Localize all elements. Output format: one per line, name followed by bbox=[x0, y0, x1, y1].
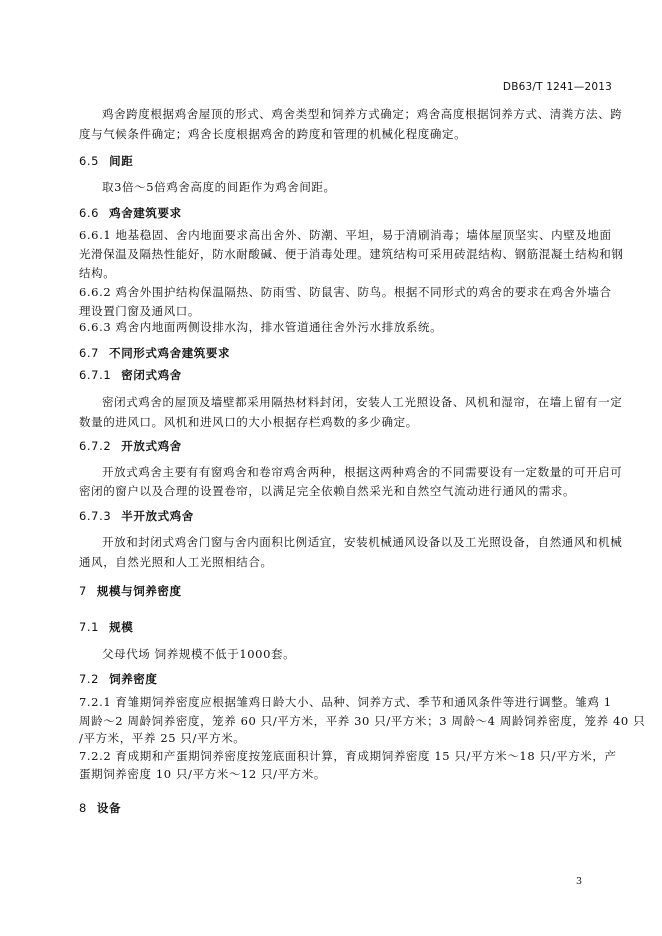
paragraph-line: 开放式鸡舍主要有有窗鸡舍和卷帘鸡舍两种，根据这两种鸡舍的不同需要设有一定数量的可开启可 bbox=[102, 465, 623, 479]
clause-line: 7.2.2 育成期和产蛋期饲养密度按笼底面积计算，育成期饲养密度 15 只/平方米～18 只/平方米，产 bbox=[79, 749, 617, 763]
clause-line: /平方米，平养 25 只/平方米。 bbox=[79, 731, 246, 745]
paragraph-line: 父母代场 饲养规模不低于1000套。 bbox=[102, 647, 296, 661]
page-number: 3 bbox=[575, 876, 582, 887]
standard-code-header: DB63/T 1241—2013 bbox=[502, 81, 612, 93]
section-title: 鸡舍建筑要求 bbox=[109, 206, 182, 220]
section-number: 8 bbox=[79, 801, 87, 815]
clause-line: 周龄～2 周龄饲养密度，笼养 60 只/平方米，平养 30 只/平方米；3 周龄～4 周龄饲养密度，笼养 40 只 bbox=[79, 714, 646, 728]
section-number: 7.2 bbox=[79, 672, 100, 686]
section-title: 规模与饲养密度 bbox=[96, 584, 182, 598]
section-number: 6.7.2 bbox=[79, 439, 112, 453]
section-title: 不同形式鸡舍建筑要求 bbox=[109, 346, 231, 360]
section-title: 规模 bbox=[109, 620, 134, 634]
section-heading-6-7-1 bbox=[79, 368, 604, 382]
section-title: 开放式鸡舍 bbox=[121, 439, 182, 453]
paragraph-line: 取3倍～5倍鸡舍高度的间距作为鸡舍间距。 bbox=[102, 180, 336, 194]
clause-line: 结构。 bbox=[79, 266, 116, 280]
paragraph-line: 数量的进风口。风机和进风口的大小根据存栏鸡数的多少确定。 bbox=[79, 415, 418, 429]
section-heading-7 bbox=[79, 584, 604, 598]
paragraph-line: 密闭式鸡舍的屋顶及墙壁都采用隔热材料封闭，安装人工光照设备、风机和湿帘，在墙上留有一定 bbox=[102, 395, 623, 409]
section-number: 6.7.3 bbox=[79, 509, 112, 523]
section-title: 半开放式鸡舍 bbox=[121, 509, 194, 523]
section-number: 7 bbox=[79, 584, 87, 598]
paragraph-line: 密闭的窗户以及合理的设置卷帘，以满足完全依赖自然采光和自然空气流动进行通风的需求。 bbox=[79, 484, 576, 498]
clause-line: 7.2.1 育雏期饲养密度应根据雏鸡日龄大小、品种、饲养方式、季节和通风条件等进行调整。雏鸡 1 bbox=[79, 695, 612, 709]
paragraph-line: 度与气候条件确定；鸡舍长度根据鸡舍的跨度和管理的机械化程度确定。 bbox=[79, 127, 467, 141]
section-title: 间距 bbox=[109, 154, 134, 168]
paragraph-line: 开放和封闭式鸡舍门窗与舍内面积比例适宜，安装机械通风设备以及工光照设备，自然通风和机械 bbox=[102, 535, 623, 549]
section-heading-8 bbox=[79, 801, 604, 815]
section-heading-6-7-2 bbox=[79, 439, 604, 453]
clause-line: 光滑保温及隔热性能好，防水耐酸碱、便于消毒处理。建筑结构可采用砖混结构、钢筋混凝土结构和钢 bbox=[79, 247, 624, 261]
paragraph-line: 鸡舍跨度根据鸡舍屋顶的形式、鸡舍类型和饲养方式确定；鸡舍高度根据饲养方式、清粪方法、跨 bbox=[102, 107, 623, 121]
section-number: 6.7.1 bbox=[79, 368, 112, 382]
section-heading-6-7 bbox=[79, 346, 604, 360]
section-number: 6.7 bbox=[79, 346, 100, 360]
clause-line: 理设置门窗及通风口。 bbox=[79, 304, 200, 318]
section-heading-6-6 bbox=[79, 206, 604, 220]
section-title: 设备 bbox=[96, 801, 122, 815]
clause-line: 6.6.2 鸡舍外围护结构保温隔热、防雨雪、防鼠害、防鸟。根据不同形式的鸡舍的要求在鸡舍外墙合 bbox=[79, 285, 612, 299]
section-number: 6.5 bbox=[79, 154, 100, 168]
section-number: 6.6 bbox=[79, 206, 100, 220]
section-title: 饲养密度 bbox=[109, 672, 158, 686]
paragraph-line: 通风，自然光照和人工光照相结合。 bbox=[79, 555, 273, 569]
clause-line: 6.6.1 地基稳固、舍内地面要求高出舍外、防潮、平坦，易于清刷消毒；墙体屋顶坚实、内壁及地面 bbox=[79, 228, 612, 242]
section-heading-7-2 bbox=[79, 672, 604, 686]
clause-line: 蛋期饲养密度 10 只/平方米～12 只/平方米。 bbox=[79, 767, 326, 781]
section-title: 密闭式鸡舍 bbox=[121, 368, 182, 382]
clause-line: 6.6.3 鸡舍内地面两侧设排水沟，排水管道通往舍外污水排放系统。 bbox=[79, 320, 443, 334]
section-heading-6-7-3 bbox=[79, 509, 604, 523]
section-heading-7-1 bbox=[79, 620, 604, 634]
section-heading-6-5 bbox=[79, 154, 604, 168]
section-number: 7.1 bbox=[79, 620, 100, 634]
